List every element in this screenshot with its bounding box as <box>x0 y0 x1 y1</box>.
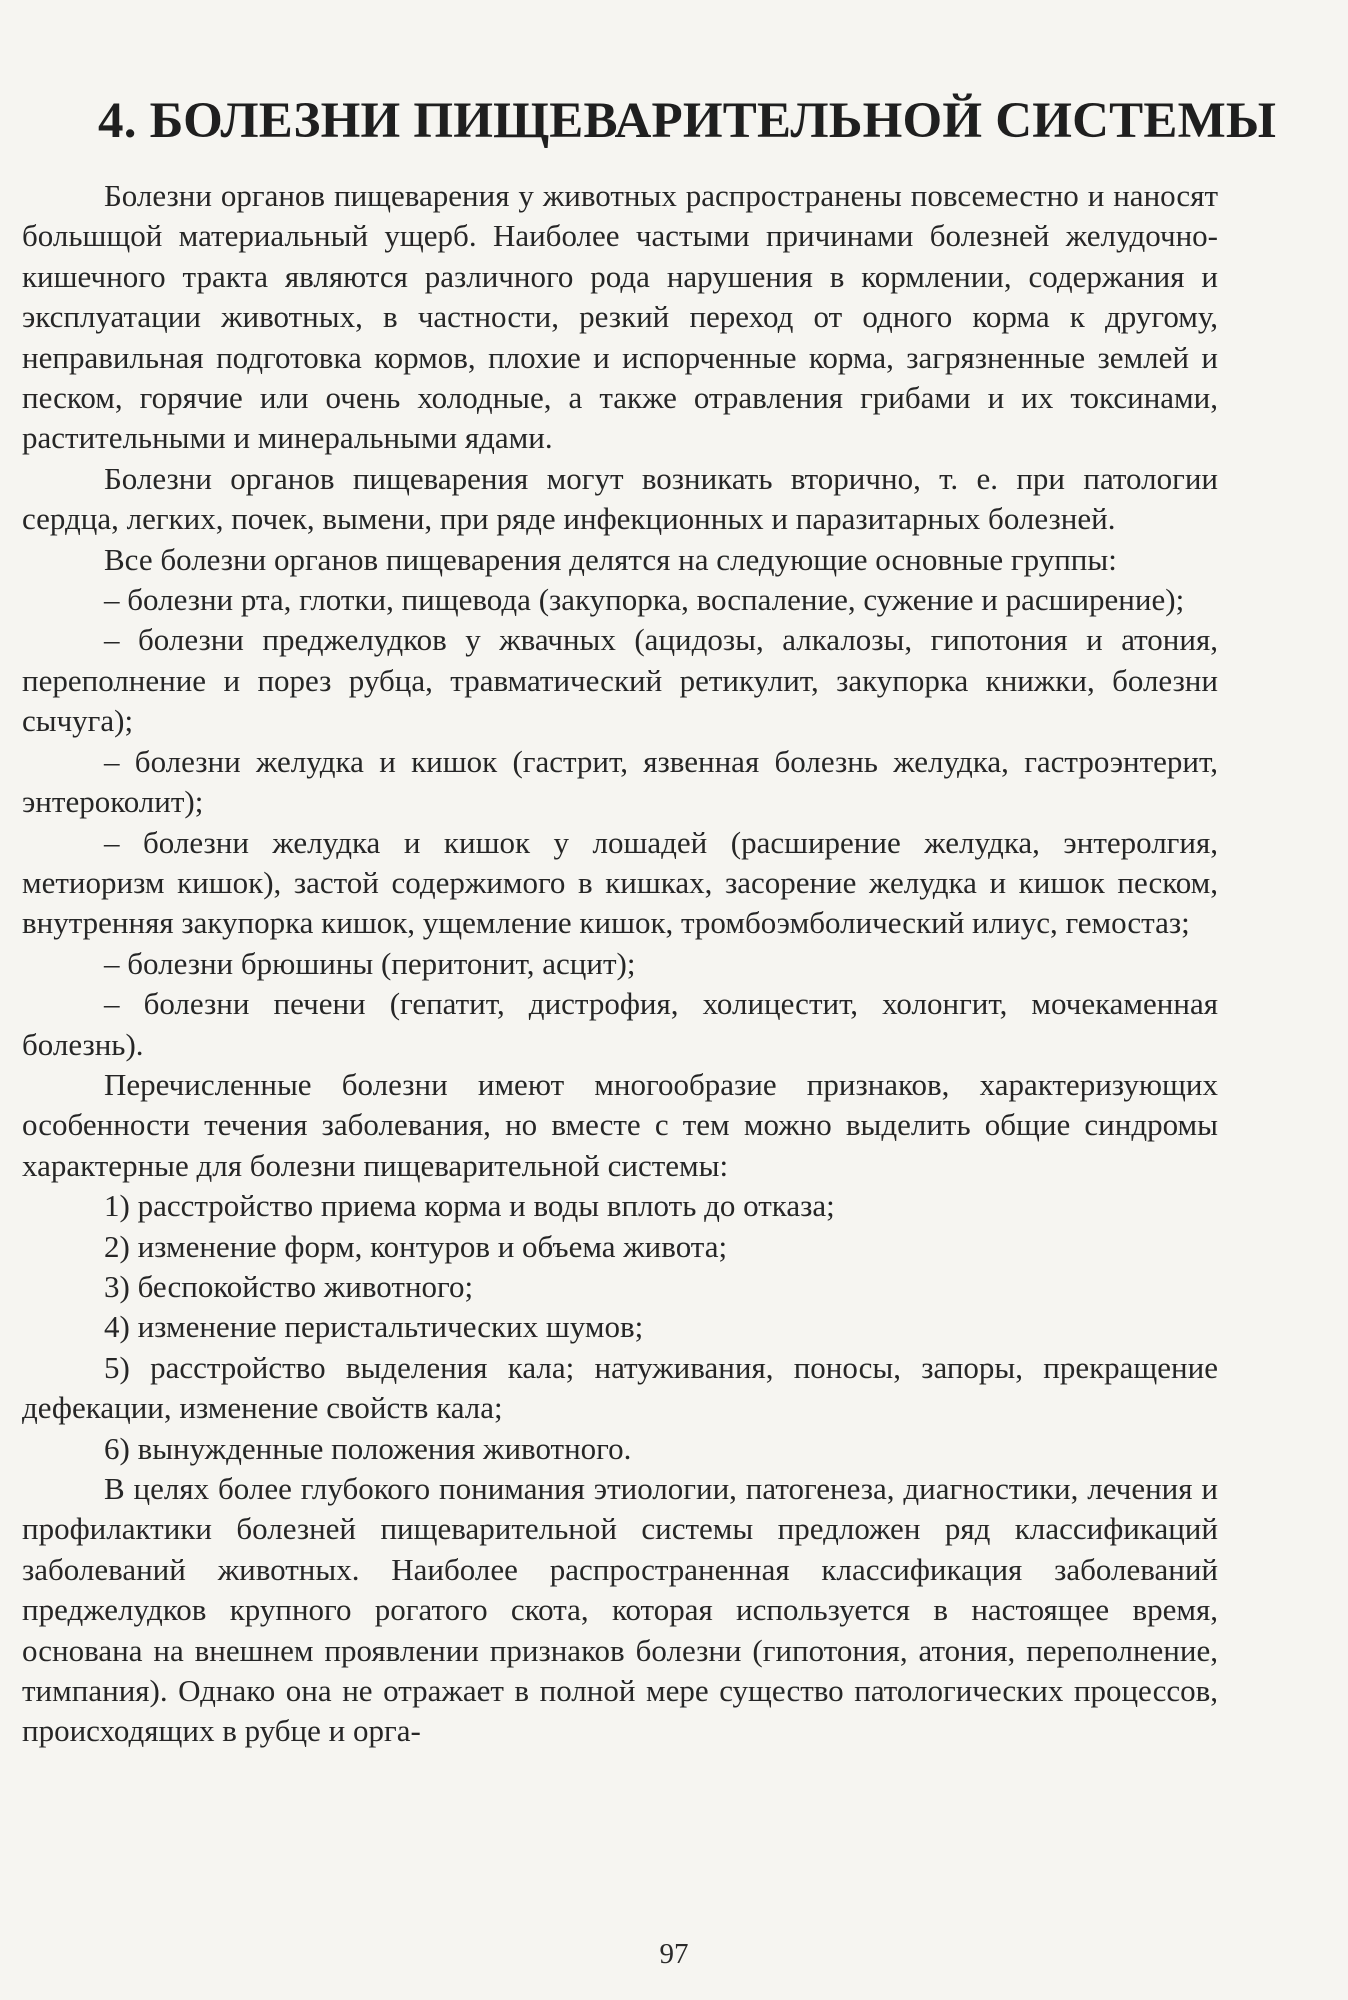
paragraph: Болезни органов пищеварения у животных распространены повсеместно и наносят большщой материальный ущерб. Наиболее частыми причинами болезней желудочно-кишечного тракта являются различного рода нарушения в кормлении, содержания и эксплуатации животных, в частности, резкий переход от одного корма к другому, неправильная подготовка кормов, плохие и испорченные корма, загрязненные землей и песком, горячие или очень холодные, а также отравления грибами и их токсинами, растительными и минеральными ядами. <box>22 178 1218 456</box>
syndrome-item: 3) беспокойство животного; <box>104 1268 474 1304</box>
syndrome-item: 5) расстройство выделения кала; натуживания, поносы, запоры, прекращение дефекации, изменение свойств кала; <box>22 1349 1218 1426</box>
paragraph: Перечисленные болезни имеют многообразие признаков, характеризующих особенности течения заболевания, но вместе с тем можно выделить общие синдромы характерные для болезни пищеварительной системы: <box>22 1066 1218 1183</box>
syndrome-item: 1) расстройство приема корма и воды вплоть до отказа; <box>104 1188 835 1224</box>
list-item: – болезни печени (гепатит, дистрофия, холицестит, холонгит, мочекаменная болезнь). <box>22 986 1218 1062</box>
list-item: – болезни желудка и кишок у лошадей (расширение желудка, энтеролгия, метиоризм кишок), застой содержимого в кишках, засорение желудка и кишок песком, внутренняя закупорка кишок, ущемление кишок, тромбоэмболический илиус, гемостаз; <box>22 824 1218 941</box>
paragraph: Болезни органов пищеварения могут возникать вторично, т. е. при патологии сердца, легких, почек, вымени, при ряде инфекционных и паразитарных болезней. <box>22 460 1218 537</box>
syndrome-item: 2) изменение форм, контуров и объема живота; <box>104 1228 728 1264</box>
list-item: – болезни рта, глотки, пищевода (закупорка, воспаление, сужение и расширение); <box>104 582 1185 618</box>
list-item: – болезни желудка и кишок (гастрит, язвенная болезнь желудка, гастроэнтерит, энтероколит); <box>22 743 1218 820</box>
list-item: – болезни брюшины (перитонит, асцит); <box>104 945 636 981</box>
paragraph: В целях более глубокого понимания этиологии, патогенеза, диагностики, лечения и профилактики болезней пищеварительной системы предложен ряд классификаций заболеваний животных. Наиболее распространенная классификация заболеваний преджелудков крупного рогатого скота, которая используется в настоящее время, основана на внешнем проявлении признаков болезни (гипотония, атония, переполнение, тимпания). Однако она не отражает в полной мере существо патологических процессов, происходящих в рубце и орга- <box>22 1471 1218 1749</box>
chapter-title: 4. БОЛЕЗНИ ПИЩЕВАРИТЕЛЬНОЙ СИСТЕМЫ <box>98 93 1277 149</box>
syndrome-item: 6) вынужденные положения животного. <box>104 1430 632 1466</box>
page-number: 97 <box>659 1938 689 1970</box>
list-item: – болезни преджелудков у жвачных (ацидозы, алкалозы, гипотония и атония, переполнение и порез рубца, травматический ретикулит, закупорка книжки, болезни сычуга); <box>22 622 1218 739</box>
body-text <box>22 176 1218 1752</box>
paragraph: Все болезни органов пищеварения делятся на следующие основные группы: <box>104 541 1117 577</box>
syndrome-item: 4) изменение перистальтических шумов; <box>104 1309 644 1345</box>
